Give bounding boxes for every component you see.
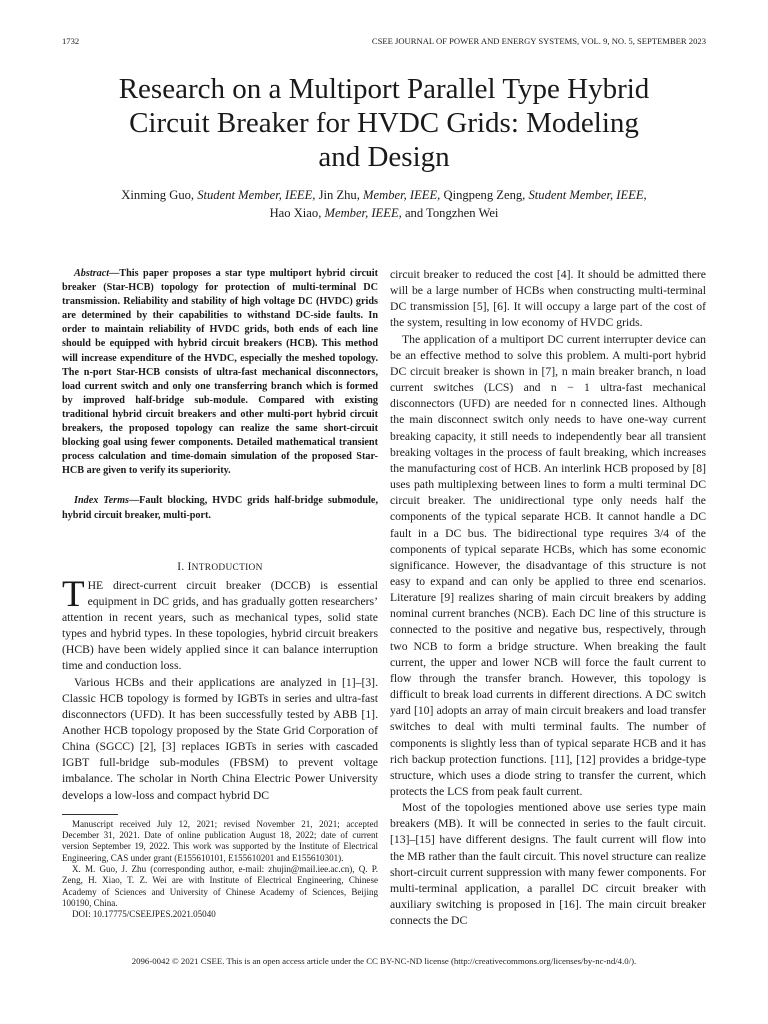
body-paragraph: Most of the topologies mentioned above use series type main breakers (MB). It will be connected in series to the fault circuit. [13]–[15] have different designs. The fault current will flow into the MB rather than the fault circuit. This novel structure can realize short-circuit current suppression with many fewer components. For multi-terminal application, a parallel DC circuit breaker with auxiliary switching is proposed in [16]. The main circuit breaker connects the DC (390, 801, 706, 928)
journal-info: CSEE JOURNAL OF POWER AND ENERGY SYSTEMS, VOL. 9, NO. 5, SEPTEMBER 2023 (371, 36, 706, 46)
right-column (390, 267, 706, 929)
title-line: Research on a Multiport Parallel Type Hybrid (118, 73, 650, 105)
title-line: and Design (318, 141, 450, 173)
section-numeral: I. I (177, 560, 192, 573)
section-name: NTRODUCTION (191, 562, 263, 573)
section-heading (62, 561, 378, 573)
paper-title (60, 72, 708, 174)
footnote-manuscript: Manuscript received July 12, 2021; revised November 21, 2021; accepted December 31, 2021. Date of online publication August 18, 2022; date of current version September 19, 2022. This work was supported by the Institute of Electrical Engineering, CAS under grant (E155610101, E155610201 and E155610301). (62, 818, 378, 863)
body-paragraph: Various HCBs and their applications are analyzed in [1]–[3]. Classic HCB topology is formed by IGBTs in series and ultra-fast disconnectors (UFD). It has been successfully tested by ABB [1]. Another HCB topology proposed by the State Grid Corporation of China (SGCC) [2], [3] replaces IGBTs in series with cascaded IGBT full-bridge sub-modules (FBSM) to prevent voltage imbalance. The scholar in North China Electric Power University develops a low-loss and compact hybrid DC (62, 675, 378, 802)
author-role: Student Member, IEEE, (528, 188, 647, 202)
author-name: Hao Xiao, (269, 206, 322, 220)
author-name: Qingpeng Zeng, (443, 188, 526, 202)
author-name: Jin Zhu, (318, 188, 360, 202)
paragraph-text: HE direct-current circuit breaker (DCCB) is essential equipment in DC grids, and has gradually gotten researchers’ attention in recent years, such as mechanical types, solid state types and hybrid types. In these topologies, hybrid circuit breakers (HCB) have been widely applied since it can balance interruption time and conduction loss. (62, 578, 378, 673)
body-paragraph: circuit breaker to reduced the cost [4]. It should be admitted there will be a large number of HCBs when constructing multi-terminal DC transmission [5], [6]. It will occupy a large part of the cost of the system, resulting in low economy of HVDC grids. (390, 268, 706, 330)
footnote-doi: DOI: 10.17775/CSEEJPES.2021.05040 (72, 909, 216, 920)
index-terms-label: Index Terms (74, 495, 129, 507)
body-paragraph: The application of a multiport DC current interrupter device can be an effective method to solve this problem. A multi-port hybrid DC circuit breaker is shown in [7], n main breaker branch, n load current switches (LCS) and n − 1 ultra-fast mechanical disconnectors (UFD) are needed for n connected lines. Although the main disconnect switch only needs to have one-way current breaking capacity, it still needs to independently bear all transient breaking voltages in the process of fault breaking, which increases the manufacturing cost of HCB. An interlink HCB proposed by [8] uses path multiplexing between lines to form a multi terminal DC circuit breaker. The unidirectional type only needs half the components of the typical separate HCB. It cannot handle a DC fault in a DC bus. The bidirectional type requires 3/4 of the components of typical separate HCBs, which has some economic significance. However, the disadvantage of this structure is not easy to expand and can only be applied to three end scenarios. Literature [9] realizes sharing of main circuit breakers by adding nominal current branches (NCB). Each DC line of this structure is connected to the positive and negative bus, respectively, through two NCB to form a bridge structure. When breaking the fault current, the upper and lower NCB will force the fault current to flow through the transfer branch. However, this topology is difficult to break load currents in different directions. A DC switch yard [10] adopts an array of main circuit breakers and load transfer switches to deal with multi terminal faults. The number of components is slightly less than of typical separate HCB and it has rich backup protection functions. [11], [12] provides a bridge-type structure, which uses a diode string to transfer the current, which protects the LCS from peak fault current. (390, 332, 706, 798)
title-block (60, 72, 708, 222)
page-number: 1732 (62, 36, 80, 46)
footnote-divider (62, 814, 118, 815)
index-terms-text: —Fault blocking, HVDC grids half-bridge submodule, hybrid circuit breaker, multi-port. (62, 495, 378, 521)
author-role: Member, IEEE, (324, 206, 402, 220)
footnote-affiliation: X. M. Guo, J. Zhu (corresponding author, e-mail: zhujin@mail.iee.ac.cn), Q. P. Zeng, H. Xiao, T. Z. Wei are with Institute of Electrical Engineering, Chinese Academy of Sciences and University of Chinese Academy of Sciences, Beijing 100190, China. (62, 863, 378, 908)
author-role: Member, IEEE, (363, 188, 441, 202)
author-role: Student Member, IEEE, (197, 188, 316, 202)
title-line: Circuit Breaker for HVDC Grids: Modeling (129, 107, 639, 139)
license-footer: 2096-0042 © 2021 CSEE. This is an open access article under the CC BY-NC-ND license (http://creativecommons.org/licenses/by-nc-nd/4.0/). (131, 956, 637, 966)
author-name: and Tongzhen Wei (404, 206, 499, 220)
author-name: Xinming Guo, (121, 188, 195, 202)
drop-cap: T (62, 573, 85, 615)
body-paragraph (62, 573, 378, 675)
index-terms (62, 494, 378, 522)
left-column (62, 267, 378, 920)
abstract (62, 267, 378, 478)
abstract-label: Abstract (74, 268, 110, 279)
author-list (60, 186, 708, 222)
running-header (62, 36, 706, 50)
abstract-text: —This paper proposes a star type multiport hybrid circuit breaker (Star-HCB) topology for protection of multi-terminal DC transmission. Reliability and stability of high voltage DC (HVDC) grids are determined by their capabilities to withstand DC-side faults. In order to maintain reliability of HVDC grids, both ends of each line should be equipped with hybrid circuit breakers (HCB). This method will increase expenditure of the HVDC, especially the meshed topology. The n-port Star-HCB consists of ultra-fast mechanical disconnectors, load current switch and only one transferring branch which is formed by improved half-bridge sub-module. Compared with existing traditional hybrid circuit breakers and other multi-port hybrid circuit breakers, the proposed topology can realize the same short-circuit blocking goal using fewer components. Detailed mathematical transient process calculation and time-domain simulation of the proposed Star-HCB are given to verify its superiority. (62, 268, 378, 477)
